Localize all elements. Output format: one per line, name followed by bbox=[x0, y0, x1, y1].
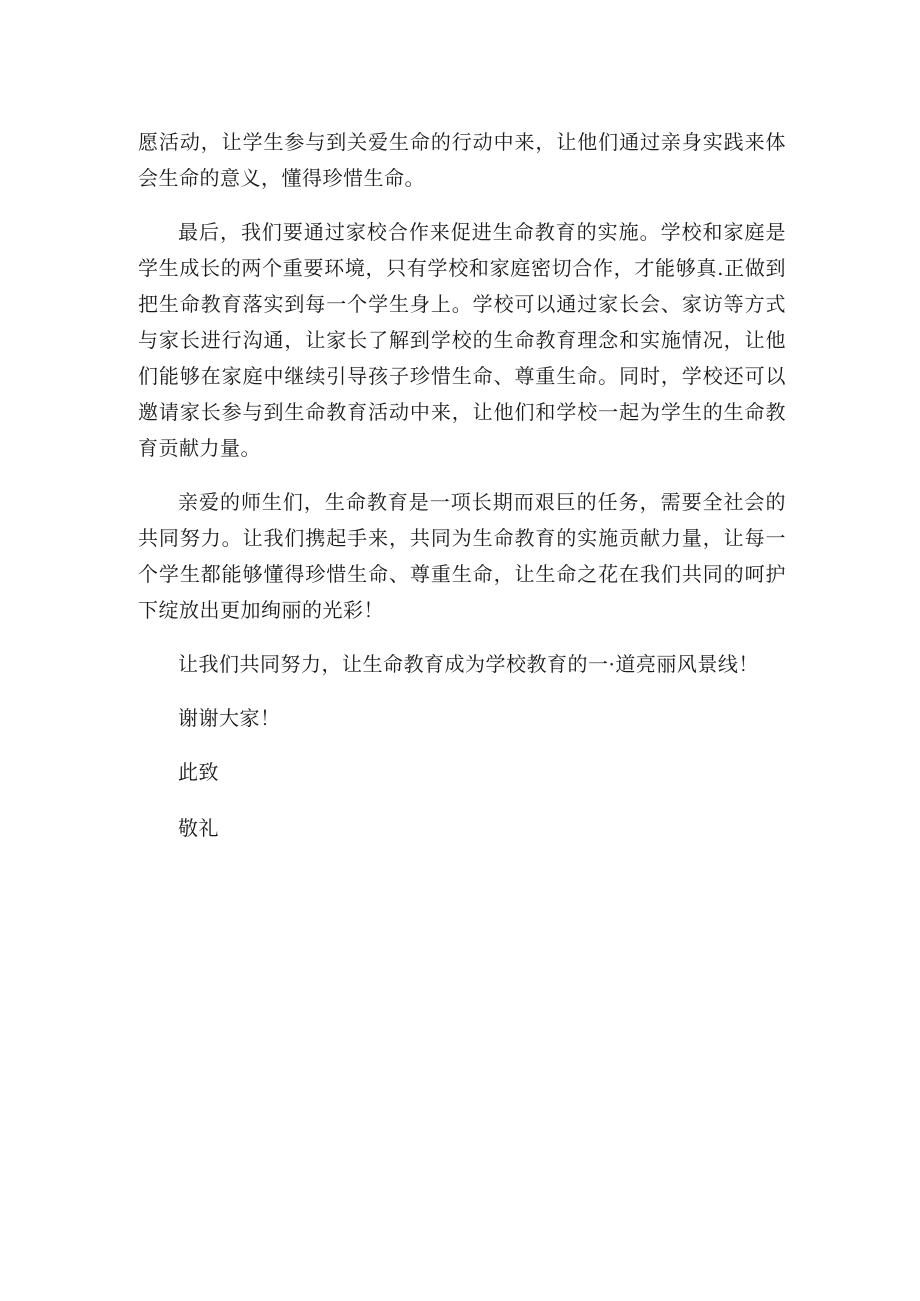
paragraph-continuation: 愿活动，让学生参与到关爱生命的行动中来，让他们通过亲身实践来体会生命的意义，懂得珍惜生命。 bbox=[138, 130, 786, 190]
paragraph-home-school: 最后，我们要通过家校合作来促进生命教育的实施。学校和家庭是学生成长的两个重要环境，只有学校和家庭密切合作，才能够真.正做到把生命教育落实到每一个学生身上。学校可以通过家长会、家访等方式与家长进行沟通，让家长了解到学校的生命教育理念和实施情况，让他们能够在家庭中继续引导孩子珍惜生命、尊重生命。同时，学校还可以邀请家长参与到生命教育活动中来，让他们和学校一起为学生的生命教育贡献力量。 bbox=[138, 220, 786, 460]
thanks-line: 谢谢大家！ bbox=[178, 706, 281, 730]
paragraph-appeal: 亲爱的师生们，生命教育是一项长期而艰巨的任务，需要全社会的共同努力。让我们携起手来，共同为生命教育的实施贡献力量，让每一个学生都能够懂得珍惜生命、尊重生命，让生命之花在我们共同的呵护下绽放出更加绚丽的光彩！ bbox=[138, 490, 786, 622]
salutation-jingli: 敬礼 bbox=[178, 816, 219, 840]
closing-line: 让我们共同努力，让生命教育成为学校教育的一·道亮丽风景线！ bbox=[178, 652, 759, 676]
document-body bbox=[138, 124, 786, 864]
salutation-cizhi: 此致 bbox=[178, 760, 219, 784]
